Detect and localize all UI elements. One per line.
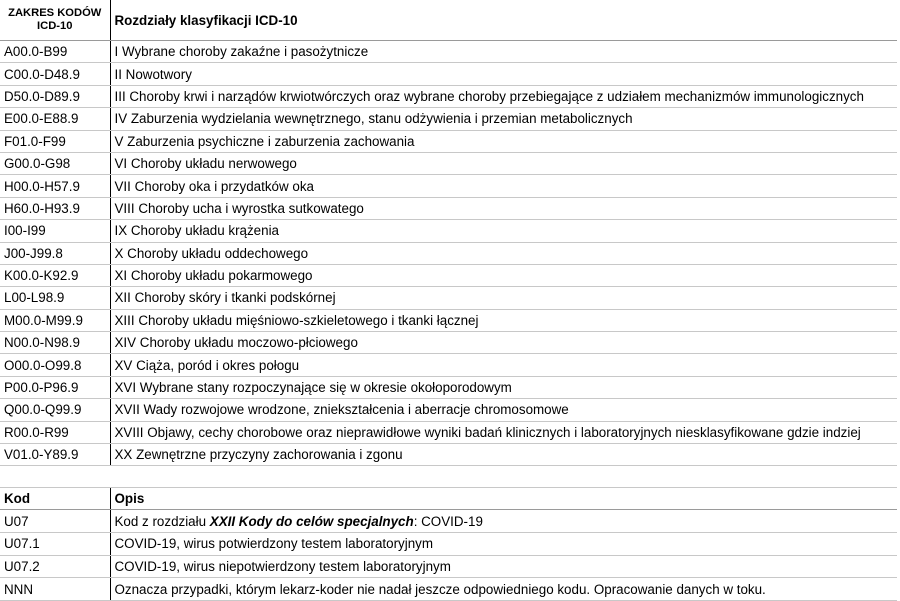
chapter-code: I00-I99 bbox=[0, 220, 110, 242]
chapter-label: XIV Choroby układu moczowo-płciowego bbox=[110, 332, 897, 354]
codes-header-row bbox=[0, 488, 897, 510]
chapter-label: XV Ciąża, poród i okres połogu bbox=[110, 354, 897, 376]
chapter-code: H60.0-H93.9 bbox=[0, 197, 110, 219]
code-row bbox=[0, 533, 897, 556]
chapter-label: XVIII Objawy, cechy chorobowe oraz nieprawidłowe wyniki badań klinicznych i laboratoryjnych niesklasyfikowane gdzie indziej bbox=[110, 421, 897, 443]
special-code: U07 bbox=[0, 510, 110, 533]
chapter-row bbox=[0, 287, 897, 309]
chapter-row bbox=[0, 332, 897, 354]
chapter-code: N00.0-N98.9 bbox=[0, 332, 110, 354]
chapter-code: K00.0-K92.9 bbox=[0, 264, 110, 286]
chapter-code: H00.0-H57.9 bbox=[0, 175, 110, 197]
code-range-header bbox=[0, 0, 110, 41]
chapter-label: VII Choroby oka i przydatków oka bbox=[110, 175, 897, 197]
code-range-header-line1: ZAKRES KODÓW bbox=[8, 7, 102, 19]
chapter-code: O00.0-O99.8 bbox=[0, 354, 110, 376]
chapter-code: C00.0-D48.9 bbox=[0, 63, 110, 85]
description-emphasis: XXII Kody do celów specjalnych bbox=[209, 513, 414, 529]
chapter-row bbox=[0, 309, 897, 331]
chapter-label: V Zaburzenia psychiczne i zaburzenia zachowania bbox=[110, 130, 897, 152]
chapter-code: L00-L98.9 bbox=[0, 287, 110, 309]
blank-cell bbox=[110, 466, 897, 488]
chapter-label: X Choroby układu oddechowego bbox=[110, 242, 897, 264]
chapter-row bbox=[0, 242, 897, 264]
chapter-label: XII Choroby skóry i tkanki podskórnej bbox=[110, 287, 897, 309]
description-suffix: : COVID-19 bbox=[413, 513, 483, 529]
chapters-header-row bbox=[0, 0, 897, 41]
chapter-row bbox=[0, 175, 897, 197]
chapter-label: XIII Choroby układu mięśniowo-szkieletowego i tkanki łącznej bbox=[110, 309, 897, 331]
chapter-row bbox=[0, 108, 897, 130]
chapter-code: G00.0-G98 bbox=[0, 152, 110, 174]
chapter-code: F01.0-F99 bbox=[0, 130, 110, 152]
chapter-code: D50.0-D89.9 bbox=[0, 85, 110, 107]
chapter-label: VIII Choroby ucha i wyrostka sutkowatego bbox=[110, 197, 897, 219]
special-code-description bbox=[110, 510, 897, 533]
chapter-code: R00.0-R99 bbox=[0, 421, 110, 443]
chapters-header: Rozdziały klasyfikacji ICD-10 bbox=[110, 0, 897, 41]
chapter-code: Q00.0-Q99.9 bbox=[0, 399, 110, 421]
code-range-header-line2: ICD-10 bbox=[37, 20, 73, 32]
chapter-code: M00.0-M99.9 bbox=[0, 309, 110, 331]
chapter-label: VI Choroby układu nerwowego bbox=[110, 152, 897, 174]
chapter-row bbox=[0, 354, 897, 376]
chapter-row bbox=[0, 264, 897, 286]
chapter-label: XX Zewnętrzne przyczyny zachorowania i zgonu bbox=[110, 444, 897, 466]
chapter-label: III Choroby krwi i narządów krwiotwórczych oraz wybrane choroby przebiegające z udziałem mechanizmów immunologicznych bbox=[110, 85, 897, 107]
chapter-label: I Wybrane choroby zakaźne i pasożytnicze bbox=[110, 41, 897, 63]
special-code: U07.2 bbox=[0, 555, 110, 578]
code-row bbox=[0, 510, 897, 533]
chapter-code: A00.0-B99 bbox=[0, 41, 110, 63]
chapter-label: IX Choroby układu krążenia bbox=[110, 220, 897, 242]
chapter-row bbox=[0, 421, 897, 443]
special-code: NNN bbox=[0, 578, 110, 601]
chapter-row bbox=[0, 220, 897, 242]
chapter-row bbox=[0, 376, 897, 398]
special-code-description: COVID-19, wirus niepotwierdzony testem laboratoryjnym bbox=[110, 555, 897, 578]
chapter-label: XVII Wady rozwojowe wrodzone, zniekształcenia i aberracje chromosomowe bbox=[110, 399, 897, 421]
chapter-label: IV Zaburzenia wydzielania wewnętrznego, stanu odżywienia i przemian metabolicznych bbox=[110, 108, 897, 130]
chapter-row bbox=[0, 41, 897, 63]
chapter-row bbox=[0, 444, 897, 466]
description-header: Opis bbox=[110, 488, 897, 510]
chapter-label: XVI Wybrane stany rozpoczynające się w okresie okołoporodowym bbox=[110, 376, 897, 398]
special-code-description: COVID-19, wirus potwierdzony testem laboratoryjnym bbox=[110, 533, 897, 556]
chapter-row bbox=[0, 399, 897, 421]
special-code-description: Oznacza przypadki, którym lekarz-koder nie nadał jeszcze odpowiedniego kodu. Opracowanie danych w toku. bbox=[110, 578, 897, 601]
chapter-code: P00.0-P96.9 bbox=[0, 376, 110, 398]
chapter-row bbox=[0, 197, 897, 219]
chapter-row bbox=[0, 63, 897, 85]
special-code: U07.1 bbox=[0, 533, 110, 556]
chapter-row bbox=[0, 152, 897, 174]
chapter-row bbox=[0, 130, 897, 152]
code-row bbox=[0, 555, 897, 578]
blank-row bbox=[0, 466, 897, 488]
chapter-row bbox=[0, 85, 897, 107]
chapter-label: II Nowotwory bbox=[110, 63, 897, 85]
chapter-code: V01.0-Y89.9 bbox=[0, 444, 110, 466]
description-prefix: Kod z rozdziału bbox=[114, 513, 210, 529]
chapter-label: XI Choroby układu pokarmowego bbox=[110, 264, 897, 286]
code-header: Kod bbox=[0, 488, 110, 510]
chapter-code: J00-J99.8 bbox=[0, 242, 110, 264]
chapter-code: E00.0-E88.9 bbox=[0, 108, 110, 130]
blank-cell bbox=[0, 466, 110, 488]
code-row bbox=[0, 578, 897, 601]
